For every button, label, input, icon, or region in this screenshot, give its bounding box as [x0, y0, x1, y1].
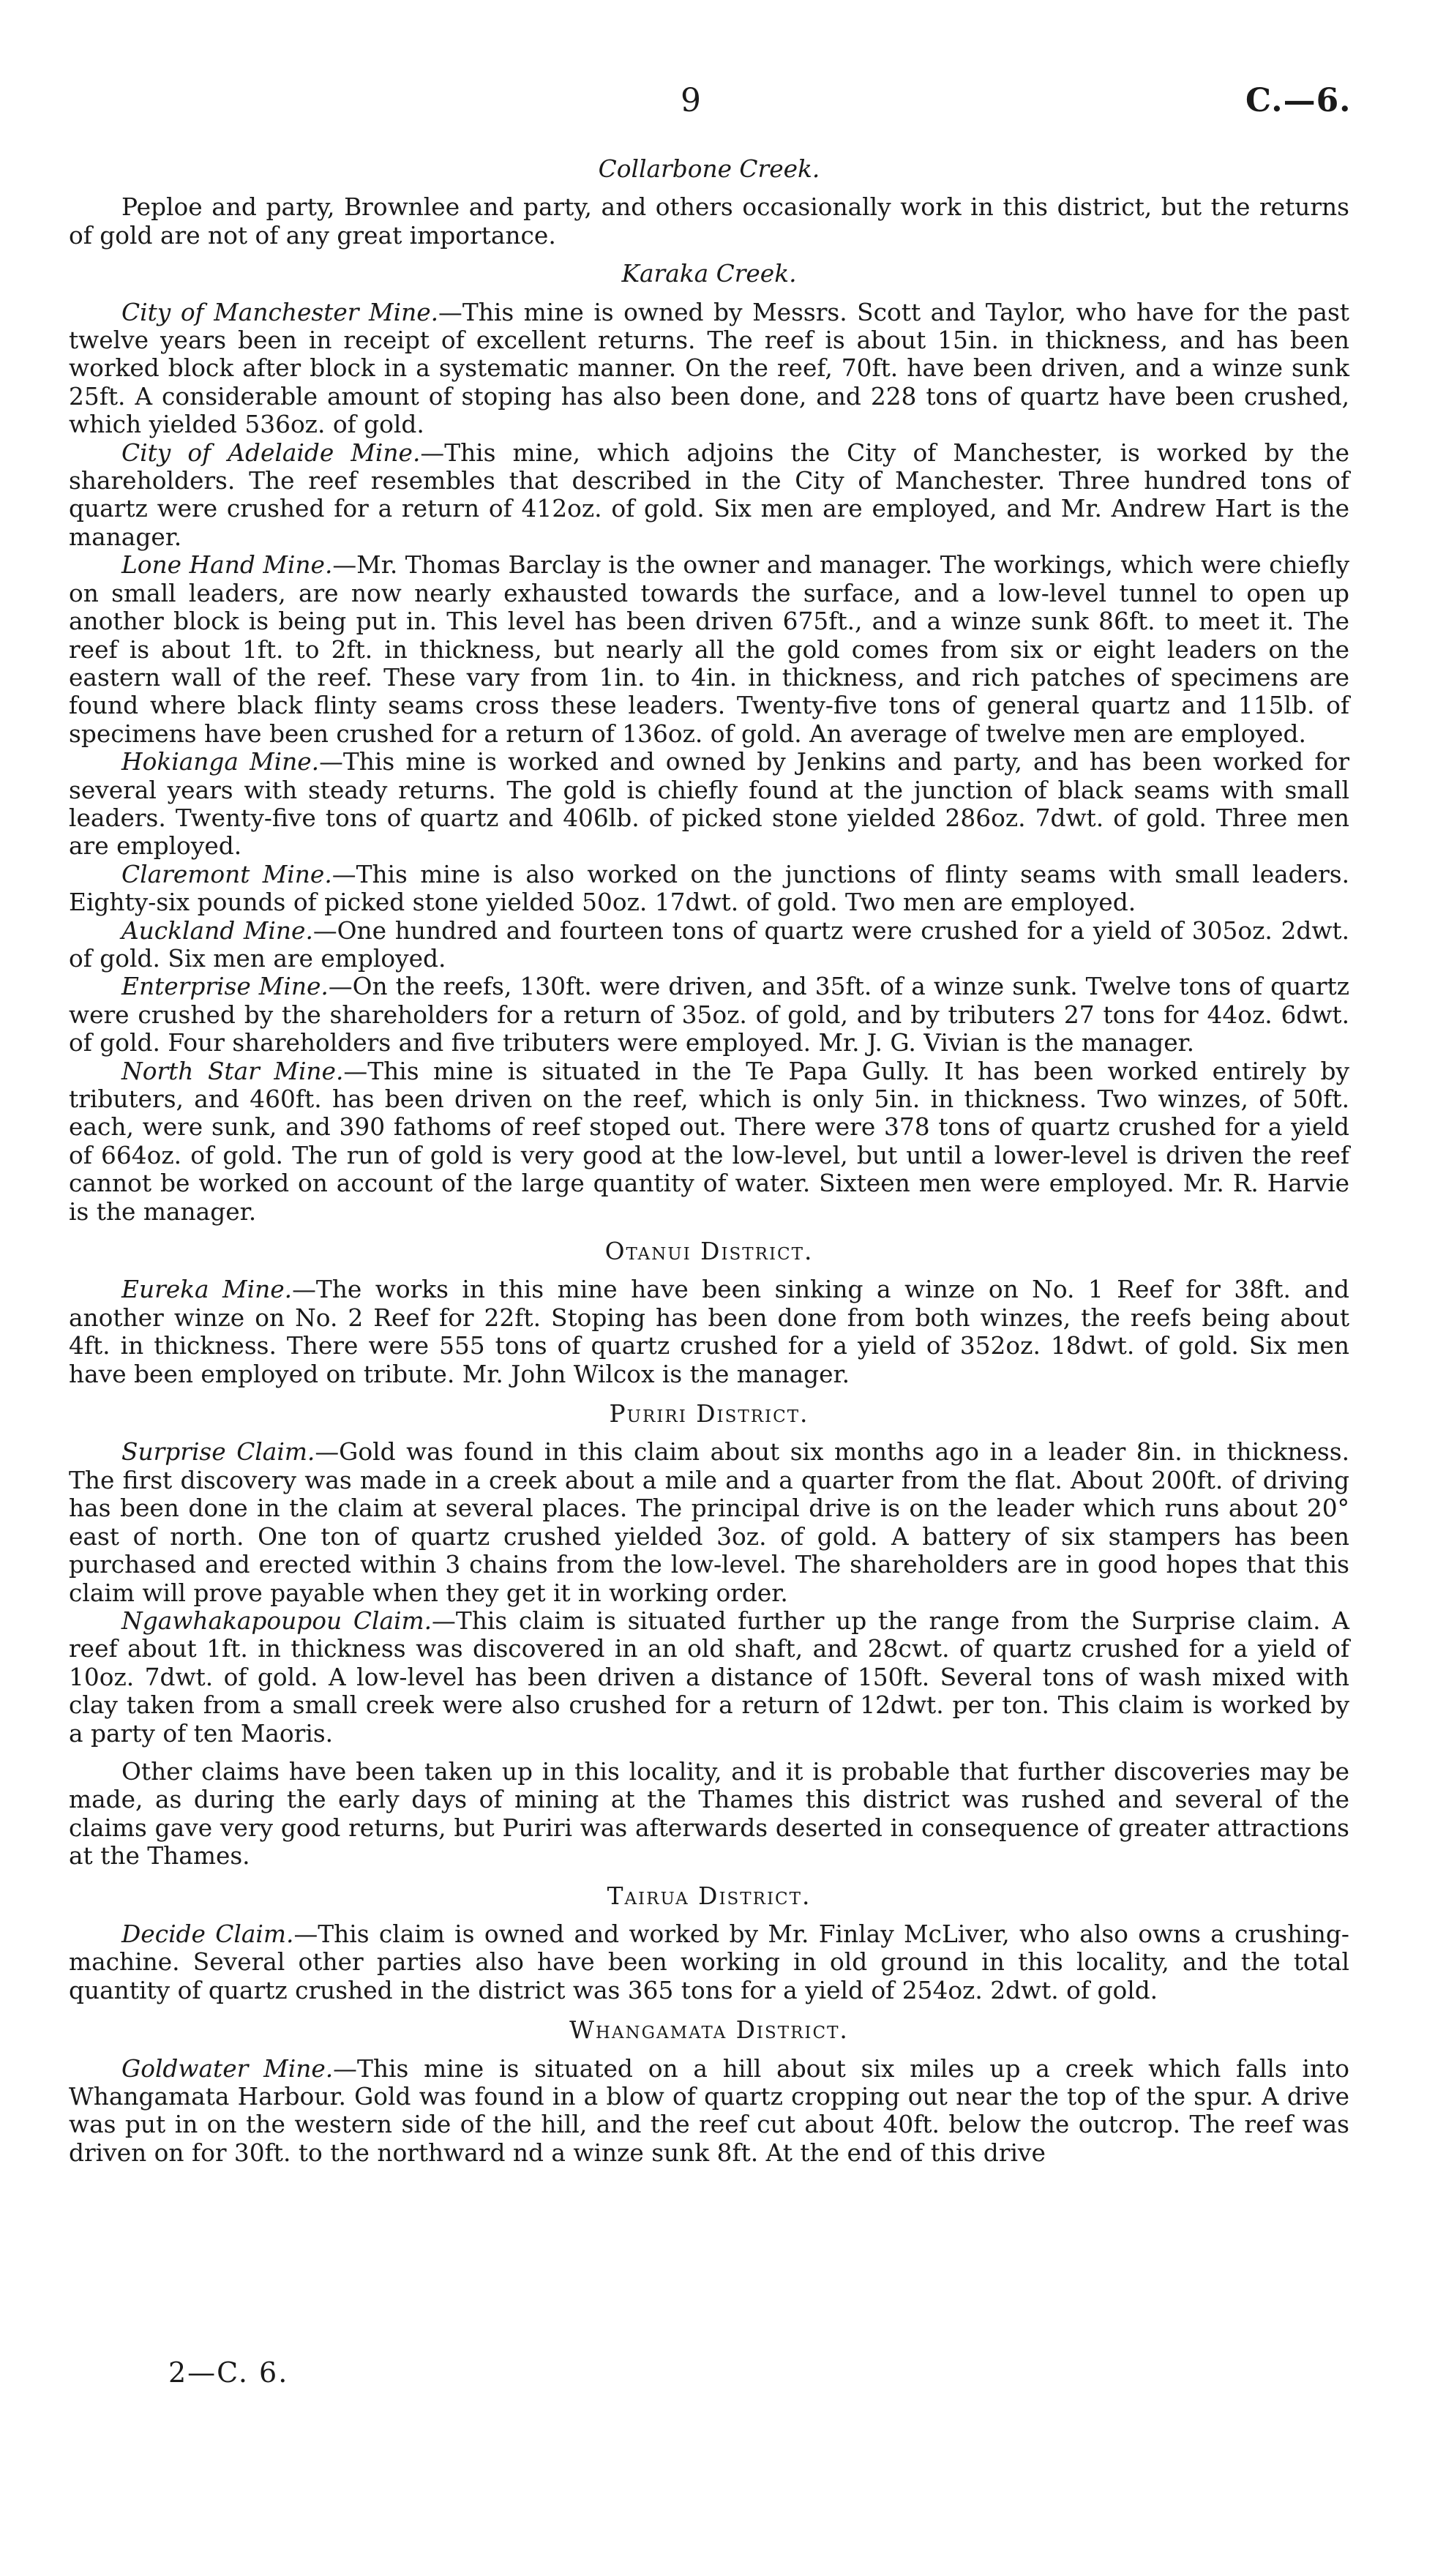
district-heading-whangamata: Whangamata District.	[569, 2016, 849, 2045]
mine-name: City of Adelaide Mine.	[121, 438, 421, 467]
mine-text: —This mine is worked and owned by Jenkins and party, and has been worked for several years with steady returns. The gold is chiefly found at the junction of black seams with small leaders. Twenty-five tons of quartz and 406lb. of picked stone yielded 286oz. 7dwt. of gold. Three men are employed.	[69, 748, 1350, 861]
mine-text: —This mine, which adjoins the City of Manchester, is worked by the shareholders. The reef resembles that described in the City of Manchester. Three hundred tons of quartz were crushed for a return of 412oz. of gold. Six men are employed, and Mr. Andrew Hart is the manager.	[69, 438, 1349, 551]
mine-text: —This mine is situated on a hill about six miles up a creek which falls into Whangamata Harbour. Gold was found in a blow of quartz cropping out near the top of the spur. A drive was put in on the western side of the hill, and the reef cut about 40ft. below the outcrop. The reef was driven on for 30ft. to the northward nd a winze sunk 8ft. At the end of this drive	[69, 2054, 1349, 2167]
mine-paragraph	[69, 299, 1349, 439]
mine-name: Lone Hand Mine.	[121, 551, 333, 580]
mine-name: Auckland Mine.	[121, 916, 313, 945]
mine-text: —Mr. Thomas Barclay is the owner and manager. The workings, which were chiefly on small leaders, are now nearly exhausted towards the surface, and a low-level tunnel to open up another block is being put in. This level has been driven 675ft., and a winze sunk 86ft. to meet it. The reef is about 1ft. to 2ft. in thickness, but nearly all the gold comes from six or eight leaders on the eastern wall of the reef. These vary from 1in. to 4in. in thickness, and rich patches of specimens are found where black flinty seams cross these leaders. Twenty-five tons of general quartz and 115lb. of specimens have been crushed for a return of 136oz. of gold. An average of twelve men are employed.	[69, 551, 1349, 748]
mine-paragraph	[69, 1438, 1349, 1606]
mine-name: Ngawhakapoupou Claim.	[121, 1606, 432, 1635]
document-reference: C.—6.	[1245, 82, 1352, 119]
paragraph-collarbone: Peploe and party, Brownlee and party, and others occasionally work in this district, but the returns of gold are not of any great importance.	[69, 193, 1349, 250]
mine-paragraph	[69, 551, 1349, 748]
mine-text: —This mine is also worked on the junctions of flinty seams with small leaders. Eighty-six pounds of picked stone yielded 50oz. 17dwt. of gold. Two men are employed.	[69, 860, 1350, 917]
mine-name: Enterprise Mine.	[121, 973, 329, 1001]
mine-text: —This claim is situated further up the range from the Surprise claim. A reef about 1ft. in thickness was discovered in an old shaft, and 28cwt. of quartz crushed for a yield of 10oz. 7dwt. of gold. A low-level has been driven a distance of 150ft. Several tons of wash mixed with clay taken from a small creek were also crushed for a return of 12dwt. per ton. This claim is worked by a party of ten Maoris.	[69, 1606, 1349, 1748]
mine-paragraph	[69, 439, 1349, 552]
district-heading-puriri: Puriri District.	[609, 1400, 809, 1429]
page-number: 9	[681, 82, 701, 119]
mine-text: —This mine is situated in the Te Papa Gully. It has been worked entirely by tributers, and 460ft. has been driven on the reef, which is only 5in. in thickness. Two winzes, of 50ft. each, were sunk, and 390 fathoms of reef stoped out. There were 378 tons of quartz crushed for a yield of 664oz. of gold. The run of gold is very good at the low-level, but until a lower-level is driven the reef cannot be worked on account of the large quantity of water. Sixteen men were employed. Mr. R. Harvie is the manager.	[69, 1057, 1349, 1226]
district-heading-otanui: Otanui District.	[604, 1238, 814, 1266]
mine-text: —One hundred and fourteen tons of quartz were crushed for a yield of 305oz. 2dwt. of gold. Six men are employed.	[69, 916, 1349, 973]
mine-name: Eureka Mine.	[121, 1276, 293, 1304]
mine-text: —This mine is owned by Messrs. Scott and Taylor, who have for the past twelve years been in receipt of excellent returns. The reef is about 15in. in thickness, and has been worked block after block in a systematic manner. On the reef, 70ft. have been driven, and a winze sunk 25ft. A considerable amount of stoping has also been done, and 228 tons of quartz have been crushed, which yielded 536oz. of gold.	[69, 298, 1349, 439]
report-body	[69, 155, 1349, 2167]
mine-paragraph	[69, 973, 1349, 1057]
section-heading-karaka: Karaka Creek.	[621, 260, 797, 288]
mine-paragraph	[69, 1920, 1349, 2004]
mine-name: Surprise Claim.	[121, 1438, 315, 1467]
mine-text: —The works in this mine have been sinking a winze on No. 1 Reef for 38ft. and another winze on No. 2 Reef for 22ft. Stoping has been done from both winzes, the reefs being about 4ft. in thickness. There were 555 tons of quartz crushed for a yield of 352oz. 18dwt. of gold. Six men have been employed on tribute. Mr. John Wilcox is the manager.	[69, 1276, 1350, 1388]
mine-text: —Gold was found in this claim about six months ago in a leader 8in. in thickness. The first discovery was made in a creek about a mile and a quarter from the flat. About 200ft. of driving has been done in the claim at several places. The principal drive is on the leader which runs about 20° east of north. One ton of quartz crushed yielded 3oz. of gold. A battery of six stampers has been purchased and erected within 3 chains from the low-level. The shareholders are in good hopes that this claim will prove payable when they get it in working order.	[69, 1438, 1349, 1607]
signature-mark: 2—C. 6.	[168, 2356, 289, 2389]
mine-text: —On the reefs, 130ft. were driven, and 35ft. of a winze sunk. Twelve tons of quartz were crushed by the shareholders for a return of 35oz. of gold, and by tributers 27 tons for 44oz. 6dwt. of gold. Four shareholders and five tributers were employed. Mr. J. G. Vivian is the manager.	[69, 973, 1349, 1057]
mine-paragraph	[69, 861, 1349, 917]
mine-text: —This claim is owned and worked by Mr. Finlay McLiver, who also owns a crushing-machine. Several other parties also have been working in old ground in this locality, and the total quantity of quartz crushed in the district was 365 tons for a yield of 254oz. 2dwt. of gold.	[69, 1920, 1349, 2004]
mine-paragraph	[69, 1276, 1349, 1388]
paragraph-puriri-closing: Other claims have been taken up in this locality, and it is probable that further discoveries may be made, as during the early days of mining at the Thames this district was rushed and several of the claims gave very good returns, but Puriri was afterwards deserted in consequence of greater attractions at the Thames.	[69, 1757, 1349, 1871]
district-heading-tairua: Tairua District.	[607, 1882, 812, 1910]
mine-name: Claremont Mine.	[121, 860, 332, 888]
mine-paragraph	[69, 748, 1349, 861]
mine-name: Goldwater Mine.	[121, 2054, 334, 2083]
mine-paragraph	[69, 1057, 1349, 1226]
mine-paragraph	[69, 1607, 1349, 1748]
mine-name: North Star Mine.	[121, 1057, 344, 1085]
section-heading-collarbone: Collarbone Creek.	[598, 155, 820, 183]
mine-paragraph	[69, 2055, 1349, 2168]
mine-name: Decide Claim.	[121, 1920, 294, 1948]
mine-paragraph	[69, 917, 1349, 973]
mine-name: City of Manchester Mine.	[121, 298, 439, 326]
mine-name: Hokianga Mine.	[121, 748, 320, 776]
